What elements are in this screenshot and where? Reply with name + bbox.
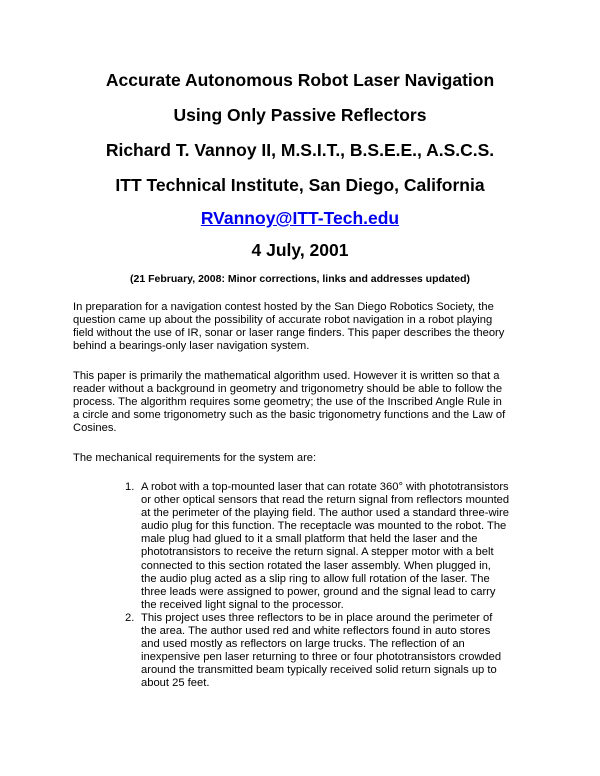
list-item-line: This project uses three reflectors to be in place around the perimeter of xyxy=(141,611,493,624)
paragraph-line: behind a bearings-only laser navigation system. xyxy=(73,340,310,353)
list-item-line: the audio plug acted as a slip ring to allow full rotation of the laser. The xyxy=(141,572,490,585)
requirements-list xyxy=(125,481,545,691)
paragraph-line: field without the use of IR, sonar or laser range finders. This paper describes the theory xyxy=(73,327,505,340)
paragraph-line: This paper is primarily the mathematical algorithm used. However it is written so that a xyxy=(73,370,500,382)
author-line: Richard T. Vannoy II, M.S.I.T., B.S.E.E., A.S.C.S. xyxy=(105,140,495,160)
email-link[interactable]: RVannoy@ITT-Tech.edu xyxy=(200,208,400,228)
list-item-line: phototransistors to receive the return signal. A stepper motor with a belt xyxy=(141,546,494,559)
list-item xyxy=(125,481,545,612)
list-item-number: 2. xyxy=(125,611,135,624)
title-line-1: Accurate Autonomous Robot Laser Navigation xyxy=(105,70,495,90)
list-item-line: audio plug for this function. The receptacle was mounted to the robot. The xyxy=(141,520,507,533)
paragraph-line: The mechanical requirements for the system are: xyxy=(73,452,317,464)
revision-note: (21 February, 2008: Minor corrections, links and addresses updated) xyxy=(130,273,470,285)
email-line xyxy=(0,208,600,228)
list-item-line: inexpensive pen laser returning to three or four phototransistors crowded xyxy=(141,651,502,664)
paragraph-line: a circle and some trigonometry such as the basic trigonometry functions and the Law of xyxy=(73,409,506,422)
list-item-line: or other optical sensors that read the return signal from reflectors mounted xyxy=(141,494,510,507)
list-item-line: male plug had glued to it a small platform that held the laser and the xyxy=(141,533,478,546)
list-item-line: and used mostly as reflectors on large trucks. The reflection of an xyxy=(141,638,465,651)
list-item-line: the area. The author used red and white reflectors found in auto stores xyxy=(141,625,491,638)
paragraph-line: Cosines. xyxy=(73,422,117,435)
list-item-number: 1. xyxy=(125,481,135,493)
list-item-line: A robot with a top-mounted laser that can rotate 360° with phototransistors xyxy=(141,481,509,493)
paragraph-line: process. The algorithm requires some geometry; the use of the Inscribed Angle Rule in xyxy=(73,396,502,409)
list-item-line: at the perimeter of the playing field. The author used a standard three-wire xyxy=(141,507,509,520)
paragraph-intro xyxy=(73,301,533,353)
list-item-line: around the transmitted beam typically received solid return signals up to xyxy=(141,664,497,677)
paragraph-line: reader without a background in geometry and trigonometry should be able to follow the xyxy=(73,383,503,396)
list-item-line: three leads were assigned to power, ground and the signal lead to carry xyxy=(141,585,496,598)
paragraph-line: question came up about the possibility of accurate robot navigation in a robot playing xyxy=(73,314,493,327)
title-line-2: Using Only Passive Reflectors xyxy=(173,105,427,125)
paragraph-line: In preparation for a navigation contest hosted by the San Diego Robotics Society, the xyxy=(73,301,494,313)
list-item-line: the received light signal to the processor. xyxy=(141,598,344,611)
list-item xyxy=(125,612,545,691)
paragraph-requirements-intro xyxy=(73,452,533,465)
paragraph-scope xyxy=(73,370,533,435)
list-item-line: connected to this section rotated the laser assembly. When plugged in, xyxy=(141,559,491,572)
list-item-line: about 25 feet. xyxy=(141,677,210,690)
affiliation-line: ITT Technical Institute, San Diego, California xyxy=(115,175,485,195)
date-line: 4 July, 2001 xyxy=(251,240,349,260)
